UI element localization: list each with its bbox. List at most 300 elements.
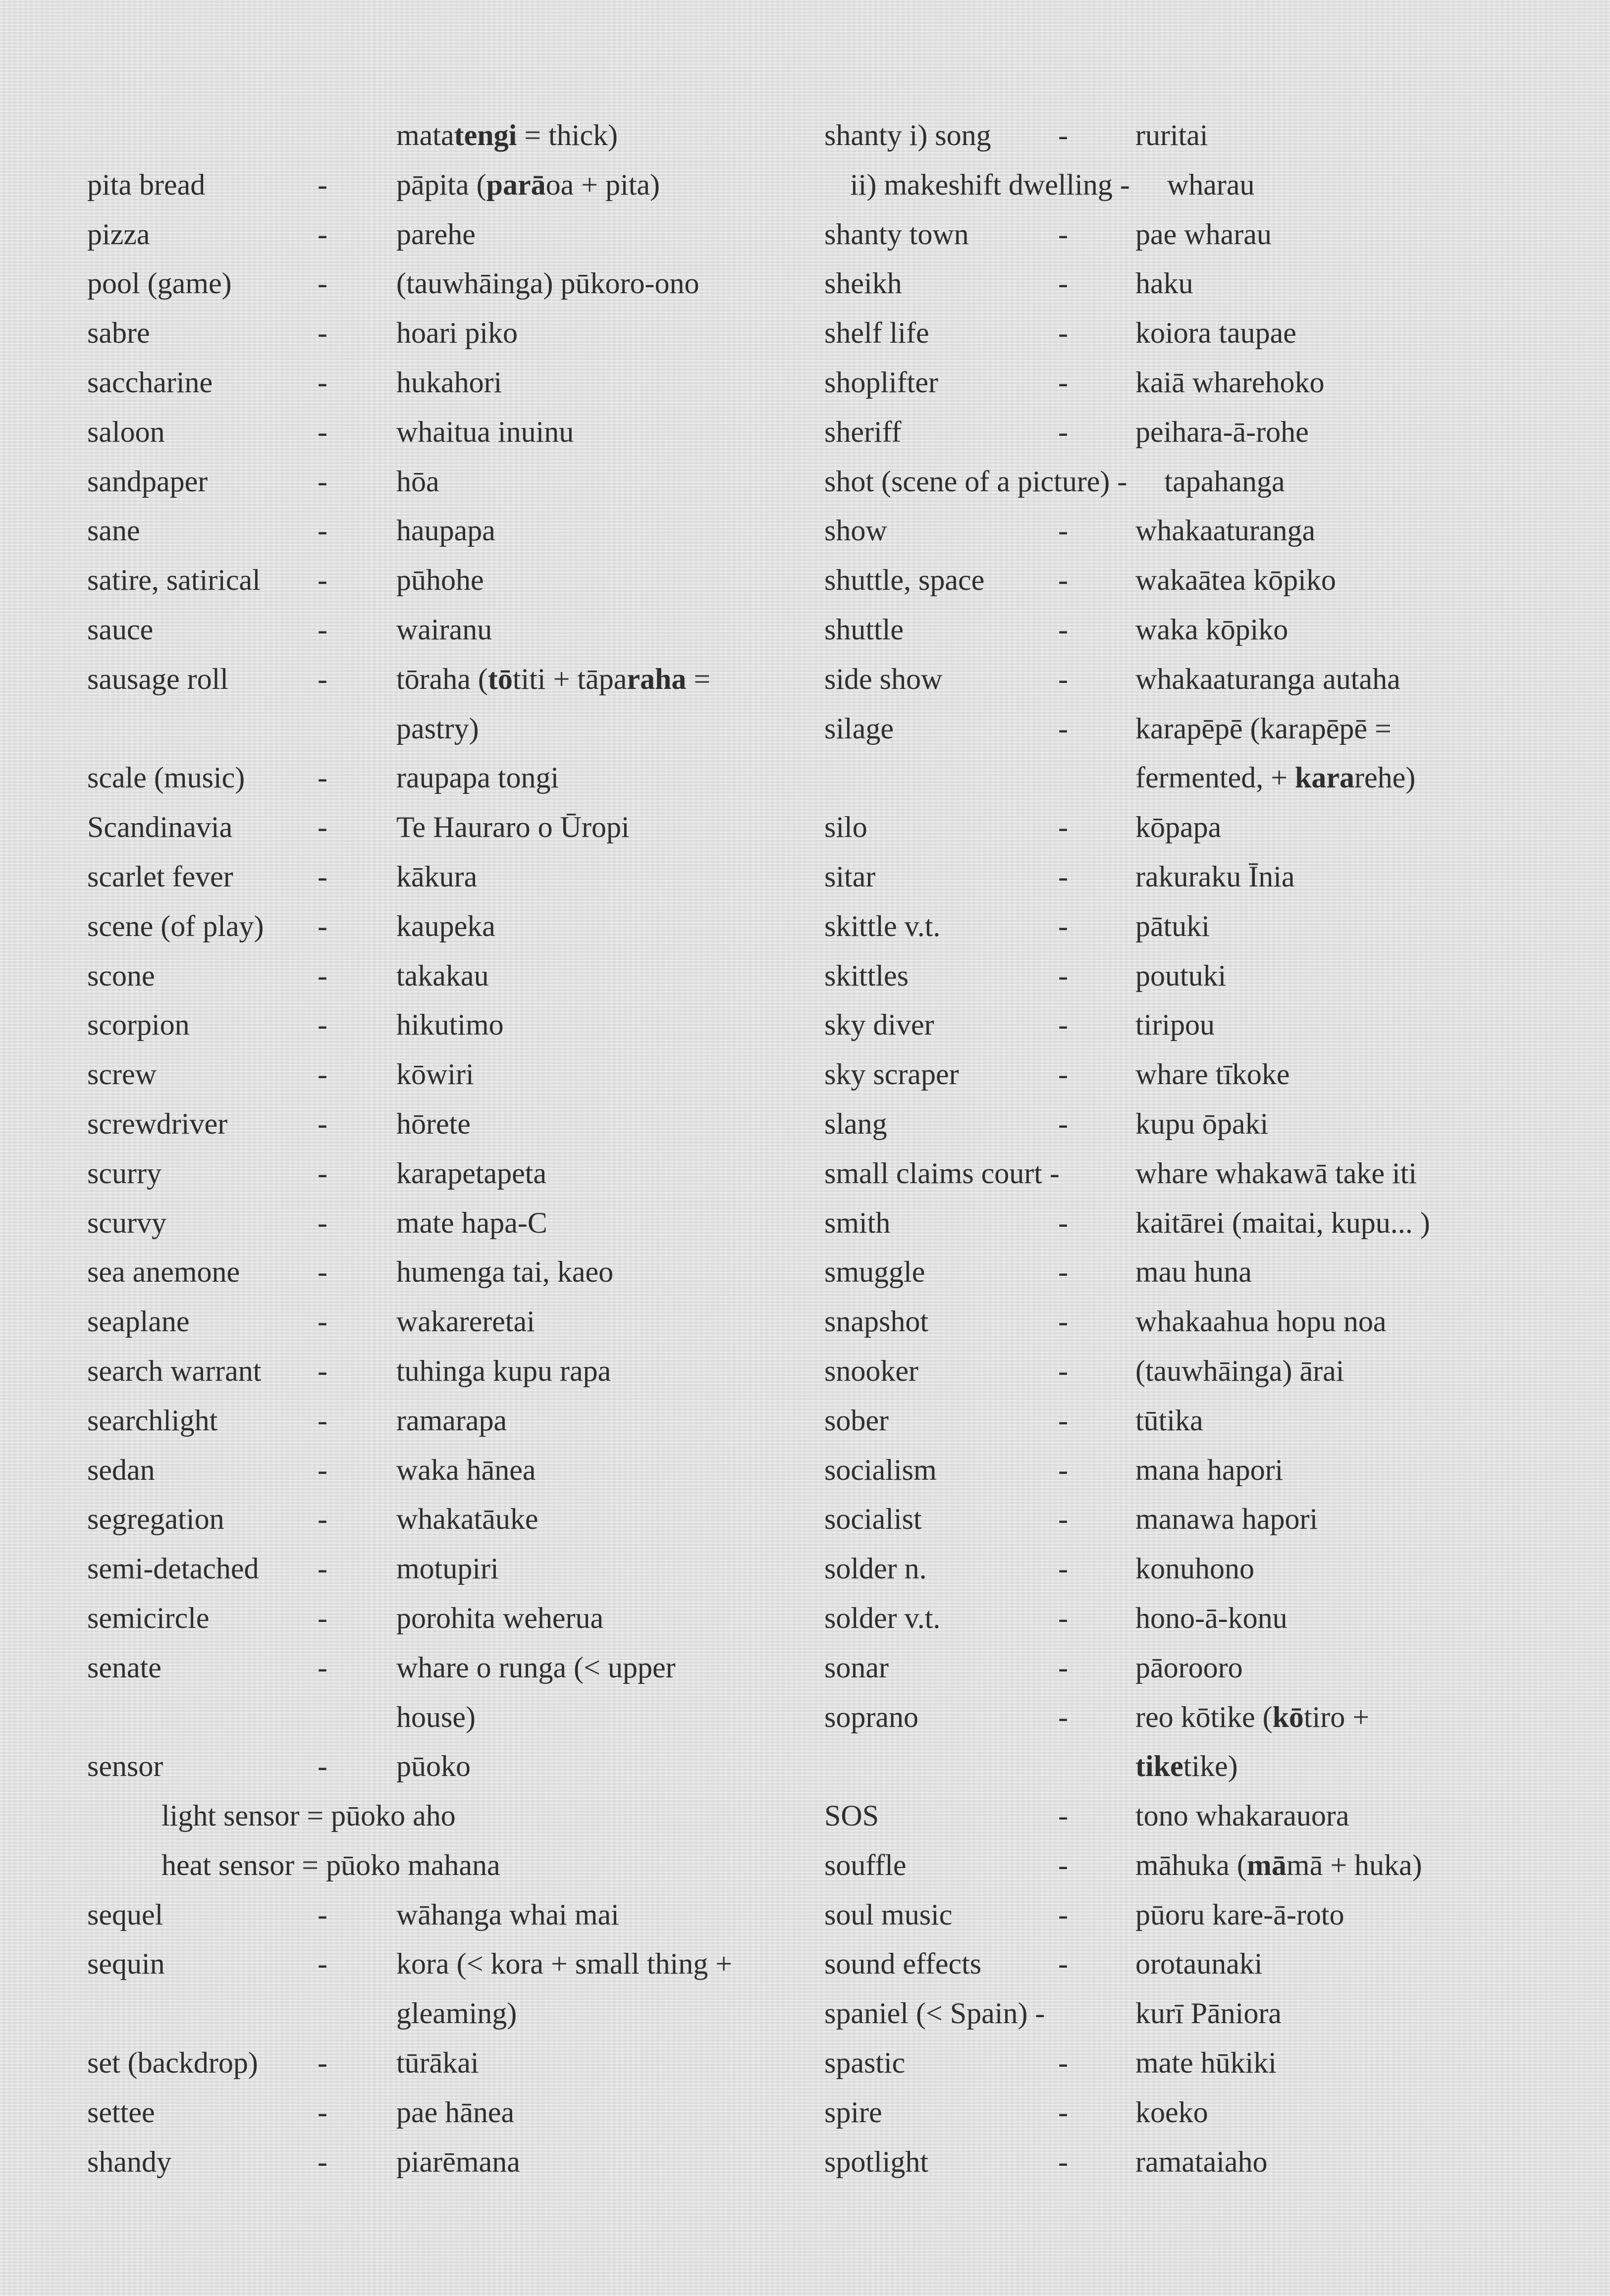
- entry-definition: pūoru kare-ā-roto: [1135, 1898, 1344, 1931]
- entry-dash: -: [318, 909, 327, 942]
- entry-term: shanty i) song: [824, 119, 991, 152]
- entry-definition: hikutimo: [396, 1008, 504, 1042]
- entry-line: [87, 1099, 805, 1149]
- entry-line: [87, 2038, 805, 2088]
- entry-definition: mana hapori: [1135, 1453, 1284, 1486]
- entry-definition: raupapa tongi: [396, 761, 559, 794]
- entry-term: side show: [824, 662, 943, 695]
- entry-dash: -: [318, 2046, 327, 2080]
- entry-line: [824, 1791, 1567, 1841]
- entry-term: silage: [824, 712, 894, 745]
- entry-definition: wakaātea kōpiko: [1135, 564, 1336, 597]
- entry-line: [87, 852, 805, 902]
- entry-definition: haupapa: [396, 514, 495, 547]
- entry-term: scorpion: [87, 1008, 190, 1042]
- entry-definition: humenga tai, kaeo: [396, 1255, 614, 1289]
- entry-term: saloon: [87, 415, 165, 448]
- entry-term: skittles: [824, 959, 909, 992]
- entry-term: seaplane: [87, 1305, 190, 1338]
- entry-definition: parehe: [396, 217, 476, 251]
- entry-term: snooker: [824, 1354, 918, 1387]
- entry-definition: konuhono: [1135, 1552, 1254, 1585]
- entry-dash: -: [1058, 2046, 1068, 2080]
- entry-line: [87, 556, 805, 605]
- entry-term: solder v.t.: [824, 1601, 941, 1634]
- entry-term: spire: [824, 2095, 882, 2129]
- entry-definition: whakaahua hopu noa: [1135, 1305, 1387, 1338]
- entry-term: pita bread: [87, 168, 206, 201]
- entry-dash: -: [1058, 712, 1068, 745]
- entry-line: [824, 753, 1567, 803]
- entry-line: [87, 1396, 805, 1446]
- entry-dash: -: [1058, 365, 1068, 399]
- entry-dash: -: [1058, 1107, 1068, 1140]
- entry-term: settee: [87, 2095, 155, 2129]
- entry-line: [824, 1248, 1567, 1297]
- entry-line: [87, 1050, 805, 1099]
- entry-term: shanty town: [824, 217, 969, 251]
- entry-term: sedan: [87, 1453, 155, 1486]
- entry-dash: -: [318, 860, 327, 893]
- entry-line: [87, 1742, 805, 1791]
- entry-dash: -: [1058, 1848, 1068, 1881]
- entry-term: semicircle: [87, 1601, 210, 1634]
- entry-term: sensor: [87, 1750, 163, 1783]
- entry-definition: waka hānea: [396, 1453, 536, 1486]
- entry-definition: fermented, + kararehe): [1135, 761, 1416, 794]
- entry-dash: -: [318, 217, 327, 251]
- entry-dash: -: [318, 1601, 327, 1634]
- entry-term: sea anemone: [87, 1255, 240, 1289]
- entry-line: [824, 358, 1567, 408]
- entry-dash: -: [1058, 1206, 1068, 1239]
- entry-line: [87, 111, 805, 160]
- entry-definition: whakatāuke: [396, 1503, 538, 1536]
- entry-text: shot (scene of a picture) - tapahanga: [824, 465, 1285, 498]
- entry-dash: -: [1058, 1058, 1068, 1091]
- entry-term: sequin: [87, 1947, 165, 1981]
- entry-definition: koiora taupae: [1135, 316, 1296, 350]
- entry-dash: -: [318, 1503, 327, 1536]
- entry-definition: tono whakarauora: [1135, 1799, 1349, 1832]
- entry-line: [824, 1890, 1567, 1940]
- entry-dash: -: [318, 1206, 327, 1239]
- entry-dash: -: [318, 1354, 327, 1387]
- entry-line: [87, 2138, 805, 2187]
- entry-line: [87, 1199, 805, 1248]
- entry-dash: -: [1058, 415, 1068, 448]
- entry-dash: -: [318, 1255, 327, 1289]
- entry-dash: -: [318, 564, 327, 597]
- entry-definition: gleaming): [396, 1997, 517, 2030]
- entry-term: sheikh: [824, 267, 902, 300]
- entry-definition: kaupeka: [396, 909, 495, 942]
- entry-term: sauce: [87, 613, 154, 646]
- entry-term: spotlight: [824, 2145, 929, 2178]
- entry-definition: pātuki: [1135, 909, 1210, 942]
- entry-line: [87, 210, 805, 260]
- entry-dash: -: [318, 1750, 327, 1783]
- entry-line: [824, 951, 1567, 1001]
- entry-definition: kōpapa: [1135, 811, 1222, 844]
- entry-line: [87, 457, 805, 507]
- entry-text: small claims court -: [824, 1156, 1060, 1190]
- entry-line: [824, 803, 1567, 852]
- entry-term: skittle v.t.: [824, 909, 941, 942]
- entry-definition: matatengi = thick): [396, 119, 618, 152]
- entry-dash: -: [318, 811, 327, 844]
- entry-definition: kupu ōpaki: [1135, 1107, 1269, 1140]
- entry-dash: -: [1058, 1255, 1068, 1289]
- entry-dash: -: [1058, 1008, 1068, 1042]
- entry-definition: peihara-ā-rohe: [1135, 415, 1309, 448]
- entry-definition: whare tīkoke: [1135, 1058, 1290, 1091]
- entry-definition: waka kōpiko: [1135, 613, 1288, 646]
- entry-line: [824, 1297, 1567, 1347]
- entry-term: scone: [87, 959, 155, 992]
- entry-definition: mau huna: [1135, 1255, 1252, 1289]
- entry-dash: -: [1058, 2145, 1068, 2178]
- entry-definition: tūrākai: [396, 2046, 479, 2080]
- entry-line: [824, 2088, 1567, 2138]
- entry-line: [87, 1791, 805, 1841]
- entry-dash: -: [1058, 1799, 1068, 1832]
- entry-line: [824, 605, 1567, 655]
- entry-dash: -: [318, 1651, 327, 1684]
- entry-line: [824, 1495, 1567, 1544]
- entry-term: senate: [87, 1651, 161, 1684]
- entry-line: [87, 309, 805, 358]
- entry-line: [824, 852, 1567, 902]
- entry-definition: hōa: [396, 465, 439, 498]
- entry-definition: māhuka (māmā + huka): [1135, 1848, 1422, 1881]
- entry-term: sky diver: [824, 1008, 934, 1042]
- entry-definition: (tauwhāinga) ārai: [1135, 1354, 1344, 1387]
- entry-line: [824, 1000, 1567, 1050]
- entry-definition: kākura: [396, 860, 478, 893]
- entry-line: [87, 1347, 805, 1396]
- entry-dash: -: [1058, 564, 1068, 597]
- entry-term: sound effects: [824, 1947, 982, 1981]
- entry-dash: -: [1058, 1601, 1068, 1634]
- entry-dash: -: [318, 514, 327, 547]
- entry-definition: whaitua inuinu: [396, 415, 574, 448]
- entry-definition: kora (< kora + small thing +: [396, 1947, 733, 1981]
- entry-term: shuttle, space: [824, 564, 985, 597]
- entry-dash: -: [318, 613, 327, 646]
- entry-definition: hukahori: [396, 365, 502, 399]
- entry-term: Scandinavia: [87, 811, 233, 844]
- entry-dash: -: [318, 761, 327, 794]
- entry-dash: -: [1058, 2095, 1068, 2129]
- entry-line: [87, 1890, 805, 1940]
- entry-term: sane: [87, 514, 140, 547]
- entry-line: [87, 506, 805, 556]
- entry-dash: -: [318, 959, 327, 992]
- entry-term: set (backdrop): [87, 2046, 258, 2080]
- entry-text: light sensor = pūoko aho: [161, 1799, 456, 1832]
- entry-term: shuttle: [824, 613, 904, 646]
- entry-definition: reo kōtike (kōtiro +: [1135, 1700, 1370, 1733]
- entry-dash: -: [318, 316, 327, 350]
- entry-term: scurry: [87, 1156, 161, 1190]
- entry-line: [824, 902, 1567, 951]
- entry-definition: kōwiri: [396, 1058, 474, 1091]
- entry-definition: hono-ā-konu: [1135, 1601, 1288, 1634]
- entry-dash: -: [318, 662, 327, 695]
- entry-line: [824, 506, 1567, 556]
- entry-definition: wairanu: [396, 613, 492, 646]
- entry-dash: -: [1058, 1898, 1068, 1931]
- entry-definition: karapēpē (karapēpē =: [1135, 712, 1392, 745]
- entry-term: silo: [824, 811, 867, 844]
- entry-term: pool (game): [87, 267, 232, 300]
- entry-definition: pāorooro: [1135, 1651, 1243, 1684]
- entry-line: [824, 1989, 1567, 2038]
- entry-definition: (tauwhāinga) pūkoro-ono: [396, 267, 699, 300]
- entry-term: semi-detached: [87, 1552, 259, 1585]
- entry-dash: -: [318, 2095, 327, 2129]
- entry-dash: -: [318, 168, 327, 201]
- entry-term: scurvy: [87, 1206, 166, 1239]
- entry-line: [87, 1939, 805, 1989]
- entry-line: [824, 408, 1567, 457]
- entry-term: sober: [824, 1404, 889, 1437]
- entry-definition: motupiri: [396, 1552, 499, 1585]
- entry-term: smuggle: [824, 1255, 925, 1289]
- entry-dash: -: [318, 267, 327, 300]
- entry-line: [824, 1347, 1567, 1396]
- entry-text: spaniel (< Spain) -: [824, 1997, 1045, 2030]
- entry-dash: -: [1058, 613, 1068, 646]
- entry-definition: hōrete: [396, 1107, 471, 1140]
- entry-line: [824, 457, 1567, 507]
- entry-term: sonar: [824, 1651, 889, 1684]
- entry-line: [824, 1841, 1567, 1890]
- entry-definition: tūtika: [1135, 1404, 1203, 1437]
- entry-definition: koeko: [1135, 2095, 1208, 2129]
- entry-definition: poutuki: [1135, 959, 1227, 992]
- entry-definition: piarēmana: [396, 2145, 520, 2178]
- entry-line: [824, 2138, 1567, 2187]
- entry-text: ii) makeshift dwelling - wharau: [850, 168, 1255, 201]
- entry-term: soprano: [824, 1700, 918, 1733]
- entry-definition: wāhanga whai mai: [396, 1898, 619, 1931]
- entry-term: solder n.: [824, 1552, 927, 1585]
- entry-definition: house): [396, 1700, 476, 1733]
- entry-term: screw: [87, 1058, 157, 1091]
- entry-dash: -: [318, 415, 327, 448]
- entry-definition: tuhinga kupu rapa: [396, 1354, 611, 1387]
- entry-term: socialism: [824, 1453, 937, 1486]
- entry-definition: kaitārei (maitai, kupu... ): [1135, 1206, 1430, 1239]
- entry-term: SOS: [824, 1799, 879, 1832]
- entry-definition: hoari piko: [396, 316, 518, 350]
- entry-dash: -: [1058, 662, 1068, 695]
- entry-dash: -: [1058, 811, 1068, 844]
- entry-dash: -: [1058, 316, 1068, 350]
- entry-dash: -: [1058, 1651, 1068, 1684]
- entry-line: [87, 1149, 805, 1199]
- entry-definition: pastry): [396, 712, 479, 745]
- entry-dash: -: [1058, 1354, 1068, 1387]
- entry-line: [824, 1199, 1567, 1248]
- entry-definition: pae wharau: [1135, 217, 1272, 251]
- entry-definition: porohita weherua: [396, 1601, 604, 1634]
- entry-dash: -: [318, 365, 327, 399]
- entry-term: souffle: [824, 1848, 907, 1881]
- entry-definition: tiketike): [1135, 1750, 1238, 1783]
- entry-dash: -: [1058, 1552, 1068, 1585]
- entry-line: [87, 408, 805, 457]
- entry-term: searchlight: [87, 1404, 218, 1437]
- entry-definition: mate hapa-C: [396, 1206, 547, 1239]
- entry-definition: pae hānea: [396, 2095, 515, 2129]
- entry-line: [824, 1050, 1567, 1099]
- entry-definition: kaiā wharehoko: [1135, 365, 1325, 399]
- entry-definition: Te Hauraro o Ūropi: [396, 811, 630, 844]
- entry-line: [824, 1446, 1567, 1495]
- entry-dash: -: [1058, 909, 1068, 942]
- entry-dash: -: [1058, 860, 1068, 893]
- entry-dash: -: [318, 1404, 327, 1437]
- left-column: [87, 111, 805, 2187]
- entry-term: sausage roll: [87, 662, 228, 695]
- entry-line: [824, 160, 1567, 210]
- entry-line: [824, 259, 1567, 309]
- entry-definition: pūoko: [396, 1750, 471, 1783]
- entry-dash: -: [318, 2145, 327, 2178]
- entry-term: show: [824, 514, 887, 547]
- entry-definition: manawa hapori: [1135, 1503, 1318, 1536]
- entry-dash: -: [318, 1058, 327, 1091]
- entry-line: [824, 1396, 1567, 1446]
- entry-line: [87, 1000, 805, 1050]
- entry-line: [87, 1248, 805, 1297]
- entry-line: [87, 803, 805, 852]
- entry-definition: wakareretai: [396, 1305, 535, 1338]
- entry-term: scale (music): [87, 761, 245, 794]
- entry-definition: ramarapa: [396, 1404, 507, 1437]
- entry-definition: whakaaturanga autaha: [1135, 662, 1400, 695]
- entry-line: [87, 605, 805, 655]
- entry-line: [824, 1099, 1567, 1149]
- entry-line: [87, 1594, 805, 1643]
- entry-term: satire, satirical: [87, 564, 261, 597]
- entry-dash: -: [318, 1008, 327, 1042]
- entry-line: [824, 1643, 1567, 1693]
- entry-definition: orotaunaki: [1135, 1947, 1263, 1981]
- entry-line: [824, 556, 1567, 605]
- entry-line: [87, 1544, 805, 1594]
- entry-dash: -: [1058, 267, 1068, 300]
- entry-definition: takakau: [396, 959, 489, 992]
- entry-term: pizza: [87, 217, 150, 251]
- entry-dash: -: [318, 1305, 327, 1338]
- entry-term: shoplifter: [824, 365, 938, 399]
- entry-term: screwdriver: [87, 1107, 228, 1140]
- entry-line: [824, 704, 1567, 754]
- entry-definition: rakuraku Īnia: [1135, 860, 1295, 893]
- entry-definition: whare o runga (< upper: [396, 1651, 676, 1684]
- entry-term: sitar: [824, 860, 876, 893]
- entry-term: snapshot: [824, 1305, 928, 1338]
- entry-dash: -: [1058, 1453, 1068, 1486]
- entry-line: [87, 1495, 805, 1544]
- entry-definition: pāpita (parāoa + pita): [396, 168, 660, 201]
- entry-definition: whare whakawā take iti: [1135, 1156, 1417, 1190]
- entry-term: spastic: [824, 2046, 906, 2080]
- entry-line: [824, 1939, 1567, 1989]
- entry-definition: haku: [1135, 267, 1193, 300]
- entry-term: smith: [824, 1206, 891, 1239]
- entry-dash: -: [318, 1898, 327, 1931]
- entry-definition: tōraha (tōtiti + tāparaha =: [396, 662, 711, 695]
- entry-term: segregation: [87, 1503, 224, 1536]
- entry-dash: -: [318, 1156, 327, 1190]
- entry-dash: -: [1058, 217, 1068, 251]
- entry-dash: -: [318, 1107, 327, 1140]
- entry-line: [824, 1594, 1567, 1643]
- entry-line: [87, 1297, 805, 1347]
- entry-line: [824, 1742, 1567, 1791]
- entry-line: [87, 1841, 805, 1890]
- entry-line: [824, 111, 1567, 160]
- entry-dash: -: [1058, 959, 1068, 992]
- entry-line: [87, 704, 805, 754]
- entry-line: [87, 1446, 805, 1495]
- entry-line: [824, 2038, 1567, 2088]
- entry-term: scene (of play): [87, 909, 264, 942]
- entry-dash: -: [1058, 1404, 1068, 1437]
- entry-term: slang: [824, 1107, 887, 1140]
- entry-line: [87, 902, 805, 951]
- entry-term: saccharine: [87, 365, 213, 399]
- entry-definition: kurī Pāniora: [1135, 1997, 1282, 2030]
- entry-term: search warrant: [87, 1354, 262, 1387]
- entry-term: sandpaper: [87, 465, 208, 498]
- entry-term: sequel: [87, 1898, 163, 1931]
- entry-line: [87, 1989, 805, 2038]
- entry-dash: -: [1058, 1305, 1068, 1338]
- entry-line: [87, 160, 805, 210]
- entry-line: [824, 309, 1567, 358]
- entry-dash: -: [1058, 1700, 1068, 1733]
- right-column: [824, 111, 1567, 2187]
- entry-line: [87, 951, 805, 1001]
- entry-term: scarlet fever: [87, 860, 233, 893]
- entry-text: heat sensor = pūoko mahana: [161, 1848, 500, 1881]
- entry-dash: -: [1058, 119, 1068, 152]
- entry-definition: whakaaturanga: [1135, 514, 1316, 547]
- entry-line: [824, 1693, 1567, 1742]
- entry-definition: tiripou: [1135, 1008, 1215, 1042]
- entry-line: [87, 2088, 805, 2138]
- entry-line: [87, 358, 805, 408]
- entry-dash: -: [318, 1453, 327, 1486]
- entry-definition: ruritai: [1135, 119, 1208, 152]
- entry-term: sky scraper: [824, 1058, 959, 1091]
- entry-line: [87, 753, 805, 803]
- entry-dash: -: [1058, 1947, 1068, 1981]
- entry-definition: pūhohe: [396, 564, 484, 597]
- entry-term: sabre: [87, 316, 150, 350]
- entry-dash: -: [1058, 514, 1068, 547]
- entry-line: [824, 1544, 1567, 1594]
- entry-term: soul music: [824, 1898, 953, 1931]
- entry-term: shelf life: [824, 316, 929, 350]
- entry-line: [87, 259, 805, 309]
